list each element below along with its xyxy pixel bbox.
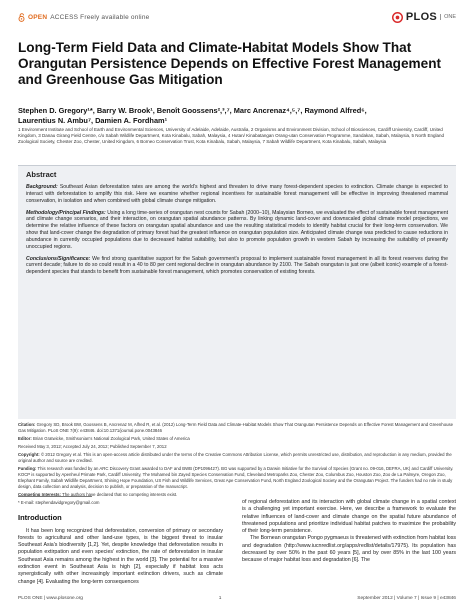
introduction-paragraph: of regional deforestation and its interaction with global climate change in a spatial context is a challenging yet important exercise. Here, we describe a framework to evaluate the relative influences of land-cover and climate change on the spatial future abundance of threatened populations and prioritize individual habitat patches to maximize the probability of their long-term persistence. bbox=[242, 499, 456, 535]
funding-text: This research was funded by an ARC Discovery Grant awarded to DAF and BWB (DP1096427). BG was supported by a Darwin Initiative for the Survival of Species (Grant no. 09-016, DEFRA, UK) and Cardiff University. KOCP is supported by Apenheul Primate Park, Cardiff University, The Mohamed bin Zayed Species Conservation Fund, Cleveland Metroparks Zoo, Chester Zoo, Columbus Zoo, Houston Zoo, Zoo de La Palmyre, Oregon Zoo, Elephant Family, Sabah Wildlife Department, Shining Hope Foundation, US Fish and Wildlife Services, Great Ape Conservation Fund, North England Zoological Society and the Orangutan Project. The funders had no role in study design, data collection and analysis, decision to publish, or preparation of the manuscript. bbox=[18, 466, 454, 489]
plos-logo-icon bbox=[392, 12, 403, 23]
plos-wordmark: PLOS bbox=[405, 11, 438, 23]
funding bbox=[18, 466, 456, 490]
page-number: 1 bbox=[218, 596, 222, 601]
abstract-heading: Abstract bbox=[26, 170, 57, 179]
open-access-rest: ACCESS Freely available online bbox=[50, 13, 150, 21]
dates: Received May 3, 2012; Accepted July 24, 2012; Published September 7, 2012 bbox=[18, 444, 167, 449]
journal-header bbox=[18, 10, 456, 24]
footer-journal: PLOS ONE | www.plosone.org bbox=[18, 596, 83, 601]
abstract-box bbox=[18, 165, 456, 419]
copyright-label: Copyright: bbox=[18, 452, 40, 457]
abstract-body bbox=[26, 184, 448, 281]
abstract-methods-text: Using a long time-series of orangutan nest counts for Sabah (2000–10), Malaysian Borneo, we evaluated the effect of sustainable forest management and climate change scenarios, and their interaction, on orangutan spatial abundance patterns. By linking dynamic land-cover and downscaled global climate model projections, we determine the relative influence of these factors on orangutan spatial abundance and use the resulting statistical models to identify habitat crucial for their long-term conservation. We show that land-cover change the degradation of primary forest had the greatest influence on orangutan population size. Anticipated climate change was predicted to cause reductions in abundance in currently occupied populations due to decreased habitat suitability, but also to promote population growth in western Sabah by increasing the suitability of presently unoccupied regions. bbox=[26, 209, 449, 250]
plos-logo bbox=[392, 11, 456, 23]
citation-label: Citation: bbox=[18, 422, 36, 427]
paper-title: Long-Term Field Data and Climate-Habitat Models Show That Orangutan Persistence Depends on Effective Forest Management and Greenhouse Gas Mitigation bbox=[18, 40, 442, 87]
citation bbox=[18, 422, 456, 434]
competing-interests bbox=[18, 492, 456, 498]
abstract-background-text: Southeast Asian deforestation rates are among the world's highest and threaten to drive many forest-dependent species to extinction. Climate change is expected to interact with deforestation to amplify this risk. Here we examine whether regional incentives for sustainable forest management will be effective in improving threatened mammal conservation, in isolation and when combined with global climate change mitigation. bbox=[26, 184, 448, 204]
introduction-heading: Introduction bbox=[18, 513, 62, 523]
article-metadata bbox=[18, 422, 456, 500]
copyright bbox=[18, 452, 456, 464]
author-line: Stephen D. Gregory¹*, Barry W. Brook¹, Benoît Goossens²,³,⁷, Marc Ancrenaz⁴,⁵,⁷, Raymond Alfred⁶, bbox=[18, 106, 367, 115]
footer-issue: September 2012 | Volume 7 | Issue 9 | e43846 bbox=[357, 596, 456, 601]
open-access-lock-icon bbox=[18, 13, 25, 22]
abstract-background bbox=[26, 184, 448, 205]
editor bbox=[18, 436, 456, 442]
author-line: Laurentius N. Ambu⁷, Damien A. Fordham¹ bbox=[18, 115, 168, 125]
funding-label: Funding: bbox=[18, 466, 37, 471]
column-left bbox=[18, 499, 223, 586]
introduction-paragraph: It has been long recognized that deforestation, conversion of primary or secondary forests to agricultural and other land-use types, is the biggest threat to insular Southeast Asia's biodiversity [1,2]. Yet, despite knowledge that deforestation results in population extirpation and even species' extinction, the rate of deforestation in insular Southeast Asia remains among the highest in the world [3]. The potential for a massive extinction event in Southeast Asia is high [2], especially if habitat loss acts synergistically with other increasingly important extinction drivers, such as climate change [4]. Evaluating the long-term consequences bbox=[18, 527, 223, 585]
divider bbox=[18, 496, 92, 497]
author-list bbox=[18, 106, 456, 125]
open-access-label: OPEN bbox=[28, 13, 48, 21]
abstract-methods-label: Methodology/Principal Findings: bbox=[26, 209, 106, 216]
abstract-methods bbox=[26, 210, 448, 251]
corresponding-email[interactable]: * E-mail: stephendavidgregory@gmail.com bbox=[18, 500, 100, 505]
abstract-conclusions bbox=[26, 256, 448, 277]
competing-interests-text: The authors have declared that no competing interests exist. bbox=[62, 492, 178, 497]
affiliations: 1 Environment Institute and School of Earth and Environmental Sciences, University of Adelaide, Adelaide, Australia, 2 Organisms and Environment Division, School of Biosciences, Cardiff University, Cardiff, United Kingdom, 3 Danau Girang Field Centre, c/o Sabah Wildlife Department, Kota Kinabalu, Sabah, Malaysia, 4 Hutan/ Kinabatangan Orang-utan Conservation Programme, Sandakan, Sabah, Malaysia, 5 North England Zoological Society, Chester Zoo, Chester, United Kingdom, 6 Borneo Conservation Trust, Kota Kinabalu, Sabah, Malaysia, 7 Sabah Wildlife Department, Kota Kinabalu, Sabah, Malaysia bbox=[18, 127, 444, 145]
editor-label: Editor: bbox=[18, 436, 32, 441]
competing-interests-label: Competing Interests: bbox=[18, 492, 61, 497]
citation-text: Gregory SD, Brook BW, Goossens B, Ancrenaz M, Alfred R, et al. (2012) Long-Term Field Data and Climate-Habitat Models Show That Orangutan Persistence Depends on Effective Forest Management and Greenhouse Gas Mitigation. PLoS ONE 7(9): e43846. doi:10.1371/journal.pone.0043846 bbox=[18, 422, 454, 433]
editor-text: Brian Gratwicke, Smithsonian's National Zoological Park, United States of America bbox=[33, 436, 190, 441]
abstract-conclusions-text: We find strong quantitative support for the Sabah government's proposal to implement sustainable forest management in all its forest reserves during the current decade; failure to do so could result in a 40 to 80 per cent regional decline in orangutan abundance by 2100. The Sabah orangutan is just one (albeit iconic) example of a forest-dependent species that stands to benefit from sustainable forest management, which promotes conservation of existing forests. bbox=[26, 255, 448, 276]
column-right bbox=[242, 499, 456, 565]
abstract-background-label: Background: bbox=[26, 184, 58, 190]
introduction-paragraph: The Bornean orangutan Pongo pygmaeus is threatened with extinction from habitat loss and degradation (http://www.iucnredlist.org/apps/redlist/details/17975). Its population has decreased by over 50% in the past 60 years [5], and by over 85% in the last 100 years because of major habitat loss and degradation [6]. The bbox=[242, 535, 456, 564]
copyright-text: © 2012 Gregory et al. This is an open-access article distributed under the terms of the Creative Commons Attribution License, which permits unrestricted use, distribution, and reproduction in any medium, provided the original author and source are credited. bbox=[18, 452, 452, 463]
abstract-conclusions-label: Conclusions/Significance: bbox=[26, 255, 91, 262]
page-footer bbox=[18, 596, 456, 601]
journal-name: ONE bbox=[440, 14, 456, 20]
open-access-badge bbox=[18, 13, 149, 22]
